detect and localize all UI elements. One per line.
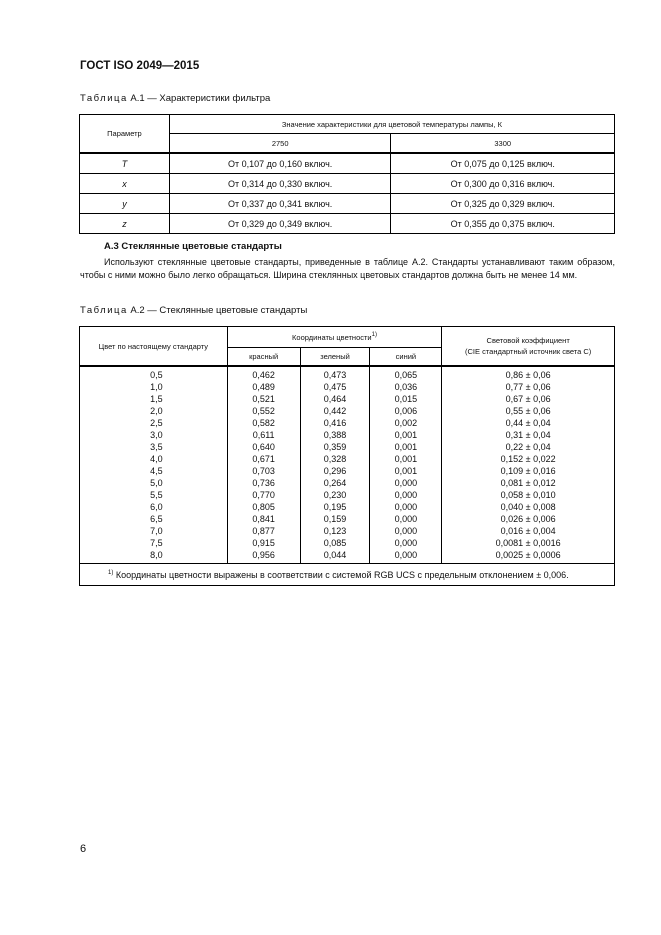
luminance-cell: 0,0081 ± 0,0016 [442, 537, 615, 549]
blue-cell: 0,006 [370, 405, 442, 417]
footnote-ref: 1) [371, 331, 377, 338]
luminance-cell: 0,55 ± 0,06 [442, 405, 615, 417]
color-cell: 6,5 [80, 513, 228, 525]
green-cell: 0,230 [300, 489, 370, 501]
blue-cell: 0,000 [370, 537, 442, 549]
table-row [80, 453, 615, 465]
param-cell: z [80, 214, 170, 234]
table-row [80, 525, 615, 537]
red-cell: 0,736 [227, 477, 300, 489]
green-cell: 0,195 [300, 501, 370, 513]
value-2750-cell: От 0,329 до 0,349 включ. [169, 214, 391, 234]
luminance-cell: 0,016 ± 0,004 [442, 525, 615, 537]
luminance-cell: 0,040 ± 0,008 [442, 501, 615, 513]
red-cell: 0,805 [227, 501, 300, 513]
value-2750-cell: От 0,107 до 0,160 включ. [169, 153, 391, 174]
red-cell: 0,521 [227, 393, 300, 405]
color-cell: 5,0 [80, 477, 228, 489]
red-cell: 0,611 [227, 429, 300, 441]
color-cell: 2,5 [80, 417, 228, 429]
luminance-cell: 0,77 ± 0,06 [442, 381, 615, 393]
table-row [80, 537, 615, 549]
green-cell: 0,475 [300, 381, 370, 393]
luminance-cell: 0,026 ± 0,006 [442, 513, 615, 525]
page-number: 6 [80, 843, 87, 855]
blue-cell: 0,000 [370, 477, 442, 489]
value-2750-cell: От 0,314 до 0,330 включ. [169, 174, 391, 194]
luminance-cell: 0,31 ± 0,04 [442, 429, 615, 441]
green-cell: 0,264 [300, 477, 370, 489]
glass-color-standards-table [79, 326, 615, 586]
blue-cell: 0,000 [370, 549, 442, 564]
table-row [80, 174, 615, 194]
color-cell: 1,5 [80, 393, 228, 405]
table1-caption-label: Таблица [80, 93, 128, 104]
glass-standards-body [80, 366, 615, 564]
green-cell: 0,416 [300, 417, 370, 429]
green-cell: 0,388 [300, 429, 370, 441]
red-cell: 0,877 [227, 525, 300, 537]
table-row [80, 405, 615, 417]
document-header: ГОСТ ISO 2049—2015 [80, 60, 200, 72]
green-cell: 0,123 [300, 525, 370, 537]
green-cell: 0,159 [300, 513, 370, 525]
red-cell: 0,671 [227, 453, 300, 465]
blue-cell: 0,001 [370, 429, 442, 441]
blue-cell: 0,000 [370, 489, 442, 501]
green-cell: 0,328 [300, 453, 370, 465]
color-cell: 8,0 [80, 549, 228, 564]
table-row [80, 513, 615, 525]
luminance-cell: 0,0025 ± 0,0006 [442, 549, 615, 564]
param-cell: x [80, 174, 170, 194]
color-cell: 4,0 [80, 453, 228, 465]
color-standard-header: Цвет по настоящему стандарту [80, 327, 228, 367]
luminance-cell: 0,109 ± 0,016 [442, 465, 615, 477]
luminance-header-line2: (CIE стандартный источник света С) [465, 347, 592, 356]
luminance-cell: 0,67 ± 0,06 [442, 393, 615, 405]
red-cell: 0,841 [227, 513, 300, 525]
green-cell: 0,085 [300, 537, 370, 549]
table-row [80, 477, 615, 489]
value-2750-cell: От 0,337 до 0,341 включ. [169, 194, 391, 214]
luminance-cell: 0,058 ± 0,010 [442, 489, 615, 501]
blue-cell: 0,065 [370, 366, 442, 381]
color-cell: 4,5 [80, 465, 228, 477]
table-row [80, 366, 615, 381]
blue-cell: 0,001 [370, 465, 442, 477]
color-cell: 1,0 [80, 381, 228, 393]
table2-footnote [80, 564, 615, 586]
table2-caption [80, 305, 307, 316]
table-row [80, 153, 615, 174]
luminance-cell: 0,22 ± 0,04 [442, 441, 615, 453]
blue-cell: 0,001 [370, 453, 442, 465]
red-cell: 0,703 [227, 465, 300, 477]
value-3300-cell: От 0,355 до 0,375 включ. [391, 214, 615, 234]
red-cell: 0,640 [227, 441, 300, 453]
color-cell: 2,0 [80, 405, 228, 417]
blue-cell: 0,000 [370, 513, 442, 525]
luminance-cell: 0,152 ± 0,022 [442, 453, 615, 465]
footnote-text: Координаты цветности выражены в соответствии с системой RGB UCS с предельным отклонением ± 0,006. [113, 570, 569, 580]
table-row [80, 393, 615, 405]
color-cell: 5,5 [80, 489, 228, 501]
value-3300-cell: От 0,325 до 0,329 включ. [391, 194, 615, 214]
blue-cell: 0,015 [370, 393, 442, 405]
green-cell: 0,359 [300, 441, 370, 453]
temp-2750-header: 2750 [169, 134, 391, 154]
table1-caption [80, 93, 270, 104]
color-cell: 3,5 [80, 441, 228, 453]
temp-3300-header: 3300 [391, 134, 615, 154]
blue-cell: 0,036 [370, 381, 442, 393]
red-header: красный [227, 348, 300, 367]
table-row [80, 465, 615, 477]
table-row [80, 214, 615, 234]
color-cell: 7,5 [80, 537, 228, 549]
table1-caption-title: А.1 — Характеристики фильтра [127, 93, 271, 104]
table-row [80, 549, 615, 564]
value-header: Значение характеристики для цветовой температуры лампы, К [169, 115, 614, 134]
red-cell: 0,462 [227, 366, 300, 381]
footnote-mark: 1) [108, 570, 114, 576]
chromaticity-header [227, 327, 442, 348]
luminance-cell: 0,86 ± 0,06 [442, 366, 615, 381]
luminance-header-line1: Световой коэффициент [486, 336, 570, 345]
value-3300-cell: От 0,075 до 0,125 включ. [391, 153, 615, 174]
blue-cell: 0,002 [370, 417, 442, 429]
blue-cell: 0,001 [370, 441, 442, 453]
chromaticity-header-label: Координаты цветности [292, 332, 372, 342]
color-cell: 7,0 [80, 525, 228, 537]
table2-caption-label: Таблица [80, 305, 128, 316]
table-row [80, 489, 615, 501]
red-cell: 0,582 [227, 417, 300, 429]
table2-caption-title: А.2 — Стеклянные цветовые стандарты [127, 305, 308, 316]
red-cell: 0,956 [227, 549, 300, 564]
color-cell: 0,5 [80, 366, 228, 381]
table-row [80, 194, 615, 214]
table-row [80, 501, 615, 513]
luminance-cell: 0,44 ± 0,04 [442, 417, 615, 429]
green-header: зеленый [300, 348, 370, 367]
blue-header: синий [370, 348, 442, 367]
table-row [80, 441, 615, 453]
luminance-header [442, 327, 615, 367]
color-cell: 6,0 [80, 501, 228, 513]
param-cell: T [80, 153, 170, 174]
color-cell: 3,0 [80, 429, 228, 441]
red-cell: 0,770 [227, 489, 300, 501]
section-title: А.3 Стеклянные цветовые стандарты [104, 241, 282, 252]
green-cell: 0,442 [300, 405, 370, 417]
red-cell: 0,489 [227, 381, 300, 393]
red-cell: 0,915 [227, 537, 300, 549]
value-3300-cell: От 0,300 до 0,316 включ. [391, 174, 615, 194]
section-paragraph: Используют стеклянные цветовые стандарты, приведенные в таблице А.2. Стандарты устанавливают таким образом, чтобы с ними можно было легко обращаться. Ширина стеклянных цветовых стандартов должна быть не менее 14 мм. [80, 257, 615, 280]
param-header: Параметр [80, 115, 170, 154]
table-row [80, 381, 615, 393]
param-cell: y [80, 194, 170, 214]
green-cell: 0,464 [300, 393, 370, 405]
green-cell: 0,473 [300, 366, 370, 381]
red-cell: 0,552 [227, 405, 300, 417]
table-row [80, 417, 615, 429]
luminance-cell: 0,081 ± 0,012 [442, 477, 615, 489]
green-cell: 0,044 [300, 549, 370, 564]
green-cell: 0,296 [300, 465, 370, 477]
blue-cell: 0,000 [370, 525, 442, 537]
blue-cell: 0,000 [370, 501, 442, 513]
table-row [80, 429, 615, 441]
filter-characteristics-table [79, 114, 615, 234]
